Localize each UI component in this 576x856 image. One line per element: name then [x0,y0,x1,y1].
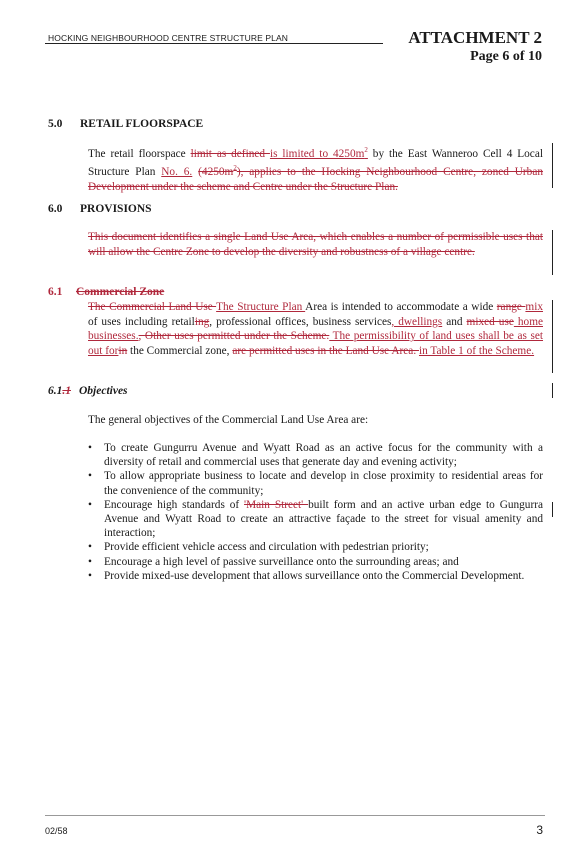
deleted-text: range [496,301,526,313]
list-item [88,498,543,541]
section-6-deleted-paragraph: This document identifies a single Land Use Area, which enables a number of permissible uses that will allow the Centre Zone to develop the diversity and robustness of a village centre. [88,231,543,258]
inserted-text: The permissibility of land uses shall be as set out for [88,330,544,357]
inserted-text: home businesses. [88,315,543,343]
inserted-text: , dwellings [391,315,443,328]
inserted-text: in Table 1 of the Scheme. [418,344,535,357]
deleted-text: limit as defined [190,147,270,160]
text-run: ), applies to the Hocking Neighbourhood Centre, zoned Urban Development under the scheme and Centre under the Structure Plan. [88,166,543,193]
deleted-text: are permitted uses in the Land Use Area. [232,344,419,357]
list-item: • Provide mixed-use development that allows surveillance onto the Commercial Development. [88,569,543,583]
inserted-text: The Structure Plan [216,301,306,313]
change-bar [552,502,553,517]
section-number: 6.1 [48,286,63,298]
text-run: by the East Wanneroo Cell 4 Local Structure Plan [88,147,543,179]
section-6-1-1-heading [48,385,128,397]
text-run: built form and an active urban edge to Gungurra Avenue and Wyatt Road to create an attractive façade to the street for visual amenity and interaction; [104,498,543,540]
section-6-heading [48,203,152,215]
page-indicator: Page 6 of 10 [470,49,542,64]
superscript: 2 [364,146,368,154]
section-number: 6.1 [48,385,63,397]
section-6-1-paragraph [88,300,543,358]
footer-page-number: 3 [536,823,543,837]
text-run: , professional offices, business services [209,315,392,328]
text-run: Area is intended to accommodate a wide [305,301,497,313]
inserted-text [270,148,368,160]
footer-rule [45,815,545,816]
text-run: of uses including retail [88,315,195,328]
attachment-label: ATTACHMENT 2 [408,28,542,47]
deleted-text: .1 [62,385,71,397]
section-number: 6.0 [48,203,63,215]
deleted-text: mixed use [466,315,514,328]
change-bar [552,383,553,398]
header-rule [45,43,383,44]
inserted-text: No. 6. [161,166,193,179]
section-number: 5.0 [48,118,63,130]
list-item: • Encourage a high level of passive surveillance onto the surrounding areas; and [88,555,543,569]
deleted-text: The Commercial Land Use [88,301,217,313]
objectives-intro: The general objectives of the Commercial Land Use Area are: [88,414,369,426]
section-title: PROVISIONS [80,203,152,215]
list-item: • To allow appropriate business to locate and develop in close proximity to residential areas for the convenience of the community; [88,469,543,497]
text-run: Encourage high standards of [104,498,245,511]
deleted-text: in [118,344,128,357]
text-run: is limited to 4250m [269,147,365,160]
text-run: (4250m [198,166,234,179]
text-run: The retail floorspace [88,147,191,160]
change-bar [552,300,553,373]
section-title: Objectives [79,385,128,397]
section-title: Commercial Zone [76,286,165,298]
section-6-1-heading [48,286,164,298]
objectives-list [88,441,543,583]
change-bar [552,143,553,188]
footer-reference: 02/58 [45,826,68,836]
deleted-text: 'Main Street' [244,498,309,511]
deleted-text: ing [194,315,210,328]
text-run: and [442,315,467,328]
superscript: 2 [233,164,237,173]
document-title: HOCKING NEIGHBOURHOOD CENTRE STRUCTURE PLAN [48,33,288,43]
inserted-text: mix [525,301,543,313]
list-item: • To create Gungurru Avenue and Wyatt Road as an active focus for the community with a diversity of retail and commercial uses that generate day and evening activity; [88,441,543,469]
section-5-heading [48,118,203,130]
deleted-text: , [138,330,145,343]
list-item: • Provide efficient vehicle access and circulation with pedestrian priority; [88,540,543,554]
section-title: RETAIL FLOORSPACE [80,118,204,130]
text-run: the Commercial zone, [127,344,233,357]
change-bar [552,230,553,275]
deleted-text: Other uses permitted under the Scheme. [144,330,330,343]
section-5-paragraph [88,143,543,194]
